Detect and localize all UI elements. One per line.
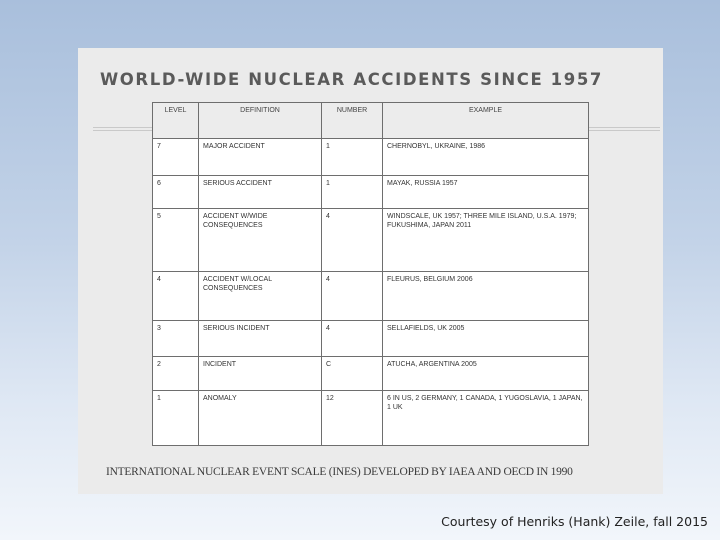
cell-number: C (322, 357, 383, 391)
cell-definition: ANOMALY (199, 391, 322, 446)
cell-number: 4 (322, 272, 383, 321)
table-row (153, 139, 589, 176)
cell-level: 3 (153, 321, 199, 357)
ines-caption: INTERNATIONAL NUCLEAR EVENT SCALE (INES) DEVELOPED BY IAEA AND OECD IN 1990 (106, 466, 573, 478)
header-number: NUMBER (322, 103, 383, 139)
cell-example: FLEURUS, BELGIUM 2006 (383, 272, 589, 321)
table-row (153, 321, 589, 357)
cell-level: 6 (153, 176, 199, 209)
header-level: LEVEL (153, 103, 199, 139)
cell-level: 5 (153, 209, 199, 272)
table-row (153, 391, 589, 446)
table-row (153, 209, 589, 272)
cell-definition: SERIOUS INCIDENT (199, 321, 322, 357)
slide-image (78, 48, 663, 494)
table-row (153, 272, 589, 321)
cell-definition: MAJOR ACCIDENT (199, 139, 322, 176)
table-row (153, 357, 589, 391)
cell-number: 1 (322, 176, 383, 209)
cell-definition: INCIDENT (199, 357, 322, 391)
cell-example: MAYAK, RUSSIA 1957 (383, 176, 589, 209)
cell-example: 6 IN US, 2 GERMANY, 1 CANADA, 1 YUGOSLAVIA, 1 JAPAN, 1 UK (383, 391, 589, 446)
cell-example: SELLAFIELDS, UK 2005 (383, 321, 589, 357)
table-header-row (153, 103, 589, 139)
cell-number: 4 (322, 209, 383, 272)
cell-level: 2 (153, 357, 199, 391)
cell-definition: ACCIDENT W/WIDE CONSEQUENCES (199, 209, 322, 272)
cell-level: 1 (153, 391, 199, 446)
cell-definition: SERIOUS ACCIDENT (199, 176, 322, 209)
header-definition: DEFINITION (199, 103, 322, 139)
table-row (153, 176, 589, 209)
accidents-table-container (152, 102, 588, 445)
cell-example: CHERNOBYL, UKRAINE, 1986 (383, 139, 589, 176)
cell-level: 7 (153, 139, 199, 176)
document-title: WORLD-WIDE NUCLEAR ACCIDENTS SINCE 1957 (100, 70, 603, 89)
cell-example: WINDSCALE, UK 1957; THREE MILE ISLAND, U.S.A. 1979; FUKUSHIMA, JAPAN 2011 (383, 209, 589, 272)
accidents-table (152, 102, 589, 446)
cell-definition: ACCIDENT W/LOCAL CONSEQUENCES (199, 272, 322, 321)
credit-text: Courtesy of Henriks (Hank) Zeile, fall 2015 (441, 514, 708, 529)
cell-number: 1 (322, 139, 383, 176)
cell-number: 4 (322, 321, 383, 357)
cell-number: 12 (322, 391, 383, 446)
cell-level: 4 (153, 272, 199, 321)
cell-example: ATUCHA, ARGENTINA 2005 (383, 357, 589, 391)
header-example: EXAMPLE (383, 103, 589, 139)
